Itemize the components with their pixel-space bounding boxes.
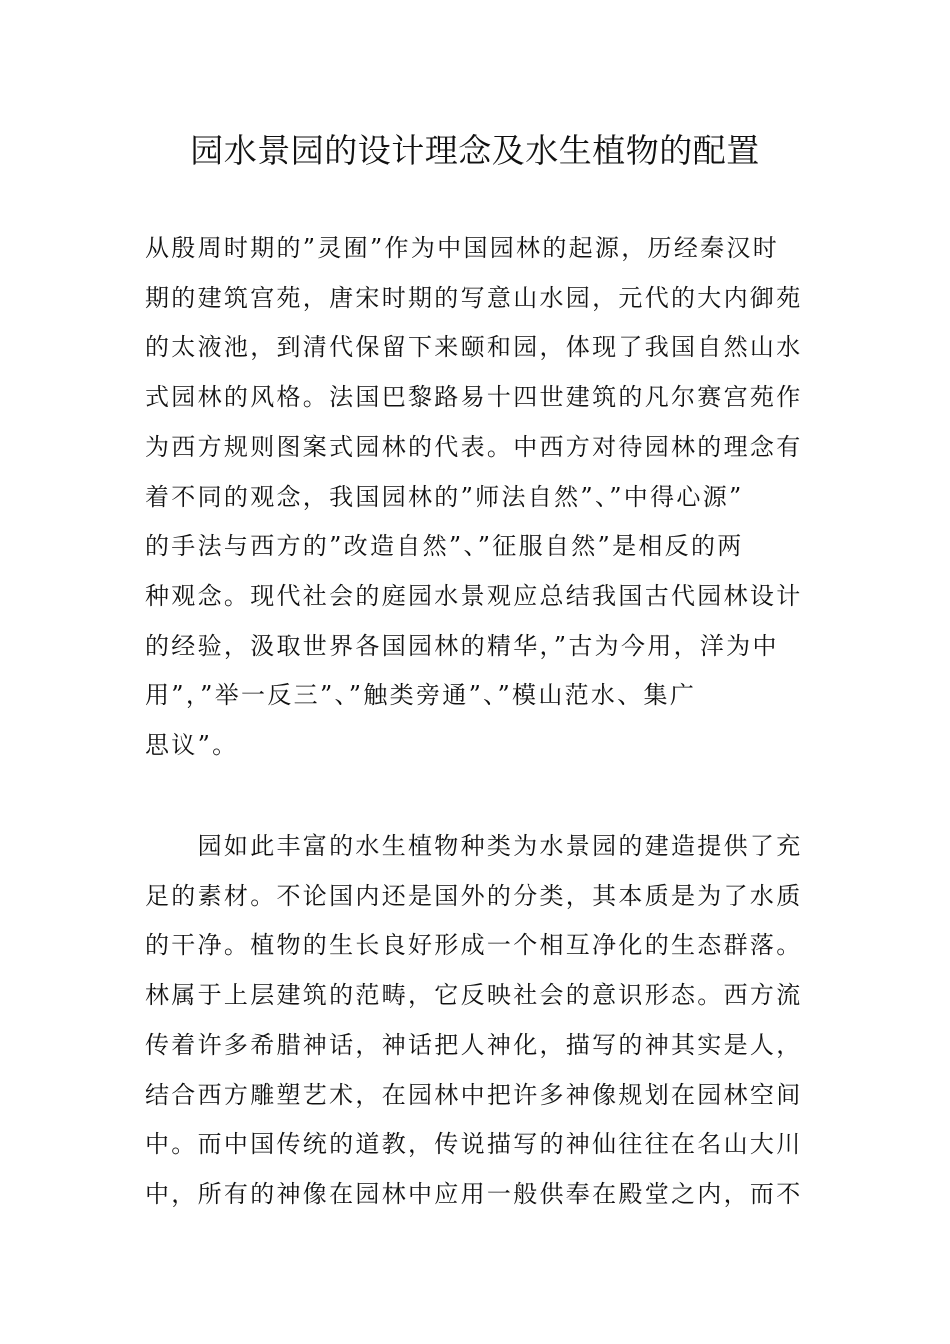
text-line: 园如此丰富的水生植物种类为水景园的建造提供了充 [145,832,803,860]
text-line: 中。而中国传统的道教，传说描写的神仙往往在名山大川 [145,1130,803,1159]
text-line: 的手法与西方的”改造自然”、”征服自然”是相反的两 [145,532,744,561]
paragraph-2 [145,822,811,1220]
text-line: 思议”。 [145,731,239,760]
text-line: 的太液池，到清代保留下来颐和园，体现了我国自然山水 [145,333,803,362]
text-line: 用”，”举一反三”、”触类旁通”、”模山范水、集广 [145,681,697,710]
text-line: 的经验，汲取世界各国园林的精华，”古为今用，洋为中 [145,631,779,660]
text-line: 足的素材。不论国内还是国外的分类，其本质是为了水质 [145,881,803,910]
text-line: 从殷周时期的”灵囿”作为中国园林的起源，历经秦汉时 [145,234,780,262]
text-line: 种观念。现代社会的庭园水景观应总结我国古代园林设计 [145,581,803,610]
text-line: 期的建筑宫苑，唐宋时期的写意山水园，元代的大内御苑 [145,283,803,312]
text-line: 中，所有的神像在园林中应用一般供奉在殿堂之内，而不 [145,1179,803,1208]
text-line: 传着许多希腊神话，神话把人神化，描写的神其实是人， [145,1030,803,1059]
text-line: 林属于上层建筑的范畴，它反映社会的意识形态。西方流 [145,981,803,1010]
paragraph-1 [145,224,811,771]
document-title: 园水景园的设计理念及水生植物的配置 [190,131,760,170]
text-line: 结合西方雕塑艺术，在园林中把许多神像规划在园林空间 [145,1080,803,1109]
text-line: 的干净。植物的生长良好形成一个相互净化的生态群落。 [145,931,803,960]
text-line: 为西方规则图案式园林的代表。中西方对待园林的理念有 [145,432,803,461]
text-line: 式园林的风格。法国巴黎路易十四世建筑的凡尔赛宫苑作 [145,383,803,412]
text-line: 着不同的观念，我国园林的”师法自然”、”中得心源” [145,482,744,511]
